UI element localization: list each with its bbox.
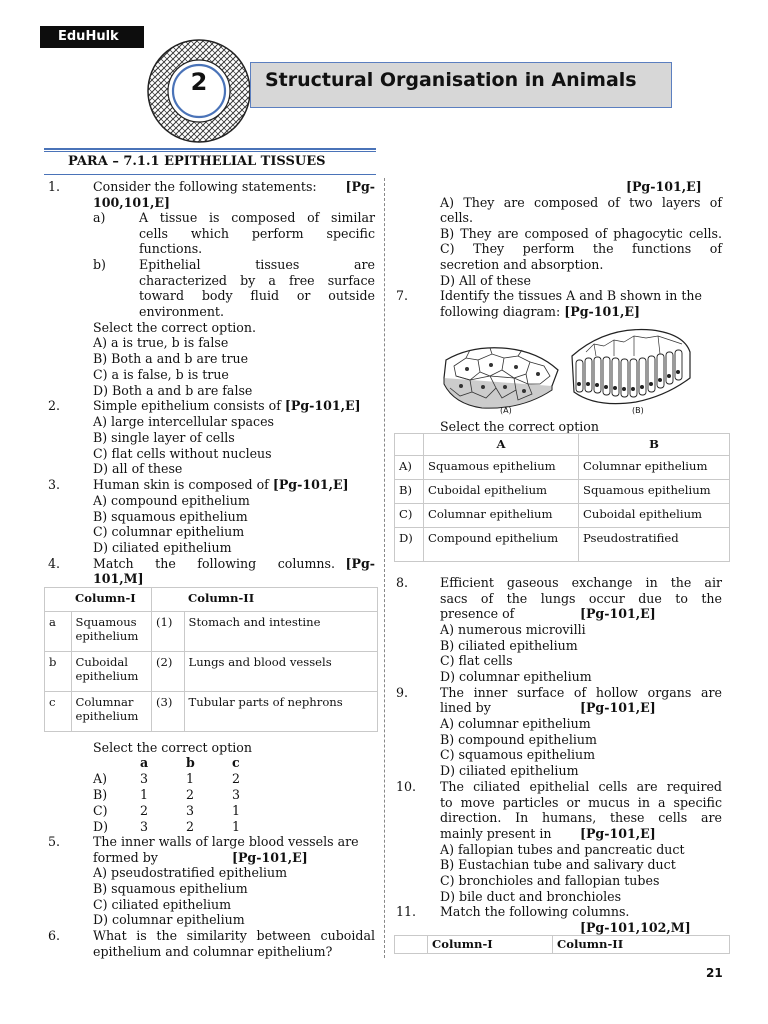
q5-option-a: A) pseudostratified epithelium — [93, 865, 288, 880]
section-rule-bottom — [44, 174, 376, 175]
q7-number: 7. — [396, 288, 409, 303]
q9-option-b: B) compound epithelium — [440, 732, 597, 747]
q6-number: 6. — [48, 928, 61, 943]
q1-b-line3: toward body fluid or outside — [139, 288, 375, 303]
q8-line2: sacs of the lungs occur due to the — [440, 591, 722, 606]
q4-row-key: c — [45, 692, 72, 732]
q11-head-blank — [395, 936, 428, 954]
q4-ans-val: 3 — [232, 787, 241, 802]
q4-row-col1: Columnar epithelium — [71, 692, 152, 732]
q3-option-d: D) ciliated epithelium — [93, 540, 232, 555]
q9-line1: The inner surface of hollow organs are — [440, 685, 722, 700]
q1-ref-cont: 100,101,E] — [93, 195, 170, 210]
q7-row-key: D) — [395, 528, 424, 562]
q1-option-d: D) Both a and b are false — [93, 383, 253, 398]
q1-b-line2: characterized by a free surface — [139, 273, 375, 288]
q4-ans-val: 1 — [186, 771, 195, 786]
q4-number: 4. — [48, 556, 61, 571]
q4-key-c: c — [232, 755, 240, 770]
q2-option-c: C) flat cells without nucleus — [93, 446, 272, 461]
q7-head-a: A — [424, 434, 579, 456]
q11-number: 11. — [396, 904, 417, 919]
q3-option-a: A) compound epithelium — [93, 493, 250, 508]
q2-text: Simple epithelium consists of — [93, 398, 281, 413]
table-row — [395, 504, 730, 528]
squamous-tissue-figure — [440, 326, 564, 410]
q2-option-b: B) single layer of cells — [93, 430, 235, 445]
q7-text: following diagram: — [440, 304, 561, 319]
q6-line1: What is the similarity between cuboidal — [93, 928, 375, 943]
q11-head-col1: Column-I — [428, 936, 553, 954]
q1-b-line1: Epithelial tissues are — [139, 257, 375, 272]
q8-number: 8. — [396, 575, 409, 590]
q9-option-a: A) columnar epithelium — [440, 716, 591, 731]
q5-option-d: D) columnar epithelium — [93, 912, 245, 927]
q4-row-col1: Squamous epithelium — [71, 612, 152, 652]
q1-b-line4: environment. — [139, 304, 224, 319]
table-row — [45, 692, 378, 732]
table-row — [45, 652, 378, 692]
q10-line4: mainly present in — [440, 826, 552, 841]
q4-ans-val: 1 — [232, 819, 241, 834]
q4-match-table — [44, 587, 378, 732]
q4-head-blank — [45, 588, 72, 612]
q3-ref: [Pg-101,E] — [272, 477, 349, 492]
q10-number: 10. — [396, 779, 417, 794]
table-row — [395, 456, 730, 480]
q10-option-c: C) bronchioles and fallopian tubes — [440, 873, 660, 888]
q7-prompt: Select the correct option — [440, 419, 599, 434]
q1-text: Consider the following statements: — [93, 179, 317, 194]
q5-option-b: B) squamous epithelium — [93, 881, 248, 896]
q4-ans-val: 1 — [140, 787, 149, 802]
q1-option-a: A) a is true, b is false — [93, 335, 229, 350]
q11-head-col2: Column-II — [553, 936, 730, 954]
q7-row-key: A) — [395, 456, 424, 480]
q4-ans-val: 1 — [232, 803, 241, 818]
q7-line2 — [440, 304, 640, 320]
q7-ref: [Pg-101,E] — [564, 304, 640, 319]
q7-row-b: Cuboidal epithelium — [579, 504, 730, 528]
table-row — [395, 528, 730, 562]
q10-option-d: D) bile duct and bronchioles — [440, 889, 622, 904]
q7-row-a: Squamous epithelium — [424, 456, 579, 480]
q8-option-b: B) ciliated epithelium — [440, 638, 578, 653]
q4-ref: [Pg- — [345, 556, 375, 571]
q4-head-blank2 — [152, 588, 185, 612]
q1-option-b: B) Both a and b are true — [93, 351, 249, 366]
q4-ans-label: A) — [93, 771, 108, 786]
q7-head-blank — [395, 434, 424, 456]
table-row — [45, 612, 378, 652]
q9-ref: [Pg-101,E] — [580, 700, 656, 715]
q3-option-b: B) squamous epithelium — [93, 509, 248, 524]
q4-text: Match the following columns. — [93, 556, 335, 571]
q9-option-c: C) squamous epithelium — [440, 747, 596, 762]
section-title: PARA – 7.1.1 EPITHELIAL TISSUES — [68, 154, 326, 169]
q4-ans-label: C) — [93, 803, 108, 818]
q6-ref: [Pg-101,E] — [626, 179, 702, 194]
q4-ans-label: B) — [93, 787, 108, 802]
q5-line2: formed by — [93, 850, 158, 865]
section-heading — [44, 148, 376, 178]
section-rule-top-thin — [44, 151, 376, 152]
q1-option-c: C) a is false, b is true — [93, 367, 229, 382]
q6-option-a: A) They are composed of two layers of — [440, 195, 722, 210]
brand-label: EduHulk — [40, 26, 144, 48]
q4-ans-val: 3 — [140, 819, 149, 834]
q1-a-line1: A tissue is composed of similar — [139, 210, 375, 225]
q1-number: 1. — [48, 179, 61, 194]
q4-ans-val: 2 — [140, 803, 149, 818]
chapter-title: Structural Organisation in Animals — [250, 62, 672, 108]
q1-b-label: b) — [93, 257, 106, 272]
q4-ans-val: 2 — [186, 787, 195, 802]
q4-row-num: (3) — [152, 692, 185, 732]
chapter-number: 2 — [190, 68, 208, 96]
q7-row-key: C) — [395, 504, 424, 528]
q7-row-a: Compound epithelium — [424, 528, 579, 562]
q6-option-a-cont: cells. — [440, 210, 474, 225]
q1-ref: [Pg- — [345, 179, 375, 194]
q10-ref: [Pg-101,E] — [580, 826, 656, 841]
q10-line3: direction. In humans, these cells are — [440, 810, 722, 825]
q4-prompt: Select the correct option — [93, 740, 252, 755]
q1-prompt: Select the correct option. — [93, 320, 256, 335]
q4-row-num: (1) — [152, 612, 185, 652]
q4-key-b: b — [186, 755, 195, 770]
q6-option-b: B) They are composed of phagocytic cells. — [440, 226, 722, 241]
q3-option-c: C) columnar epithelium — [93, 524, 245, 539]
q6-option-c-cont: secretion and absorption. — [440, 257, 604, 272]
q4-line1 — [93, 556, 375, 572]
q1-a-line2: cells which perform specific — [139, 226, 375, 241]
q9-number: 9. — [396, 685, 409, 700]
q7-row-a: Columnar epithelium — [424, 504, 579, 528]
figure-label-a: (A) — [500, 406, 512, 415]
q6-option-c: C) They perform the functions of — [440, 241, 722, 256]
q4-ans-label: D) — [93, 819, 109, 834]
q2-stem — [93, 398, 361, 414]
q7-row-key: B) — [395, 480, 424, 504]
q4-ans-val: 2 — [232, 771, 241, 786]
q4-row-key: b — [45, 652, 72, 692]
q4-ans-val: 3 — [140, 771, 149, 786]
q9-line2: lined by — [440, 700, 491, 715]
q7-head-b: B — [579, 434, 730, 456]
q2-number: 2. — [48, 398, 61, 413]
q2-option-d: D) all of these — [93, 461, 183, 476]
q11-ref: [Pg-101,102,M] — [580, 920, 691, 935]
q10-option-b: B) Eustachian tube and salivary duct — [440, 857, 676, 872]
q1-a-label: a) — [93, 210, 106, 225]
q10-line1: The ciliated epithelial cells are required — [440, 779, 722, 794]
q4-row-col1: Cuboidal epithelium — [71, 652, 152, 692]
q11-text: Match the following columns. — [440, 904, 630, 919]
q6-option-d: D) All of these — [440, 273, 531, 288]
q4-row-col2: Tubular parts of nephrons — [184, 692, 378, 732]
figure-label-b: (B) — [632, 406, 644, 415]
q3-text: Human skin is composed of — [93, 477, 269, 492]
q3-number: 3. — [48, 477, 61, 492]
q7-line1: Identify the tissues A and B shown in the — [440, 288, 702, 303]
q1-a-line3: functions. — [139, 241, 203, 256]
q5-option-c: C) ciliated epithelium — [93, 897, 232, 912]
q8-option-c: C) flat cells — [440, 653, 513, 668]
q7-row-b: Pseudostratified — [579, 528, 730, 562]
table-row — [395, 480, 730, 504]
q4-head-col1: Column-I — [71, 588, 152, 612]
page-number: 21 — [706, 966, 723, 980]
q4-row-col2: Stomach and intestine — [184, 612, 378, 652]
q4-key-a: a — [140, 755, 149, 770]
q4-row-num: (2) — [152, 652, 185, 692]
q11-match-table — [394, 935, 730, 954]
q7-option-table — [394, 433, 730, 562]
q8-line3: presence of — [440, 606, 515, 621]
q8-option-d: D) columnar epithelium — [440, 669, 592, 684]
q8-ref: [Pg-101,E] — [580, 606, 656, 621]
column-divider — [384, 178, 385, 958]
q7-row-b: Columnar epithelium — [579, 456, 730, 480]
q4-ans-val: 2 — [186, 819, 195, 834]
q2-ref: [Pg-101,E] — [284, 398, 361, 413]
q5-ref: [Pg-101,E] — [232, 850, 308, 865]
q4-head-col2: Column-II — [184, 588, 378, 612]
q10-line2: to move particles or mucus in a specific — [440, 795, 722, 810]
q7-row-a: Cuboidal epithelium — [424, 480, 579, 504]
section-rule-top — [44, 148, 376, 150]
q5-number: 5. — [48, 834, 61, 849]
q4-row-col2: Lungs and blood vessels — [184, 652, 378, 692]
q5-line1: The inner walls of large blood vessels are — [93, 834, 359, 849]
q4-ans-val: 3 — [186, 803, 195, 818]
columnar-tissue-figure — [566, 322, 696, 412]
q4-ref-cont: 101,M] — [93, 571, 144, 586]
q10-option-a: A) fallopian tubes and pancreatic duct — [440, 842, 685, 857]
q2-option-a: A) large intercellular spaces — [93, 414, 274, 429]
q6-line2: epithelium and columnar epithelium? — [93, 944, 333, 959]
q8-option-a: A) numerous microvilli — [440, 622, 586, 637]
q1-line1 — [93, 179, 375, 195]
q7-row-b: Squamous epithelium — [579, 480, 730, 504]
q9-option-d: D) ciliated epithelium — [440, 763, 579, 778]
q8-line1: Efficient gaseous exchange in the air — [440, 575, 722, 590]
q3-stem — [93, 477, 349, 493]
q4-row-key: a — [45, 612, 72, 652]
